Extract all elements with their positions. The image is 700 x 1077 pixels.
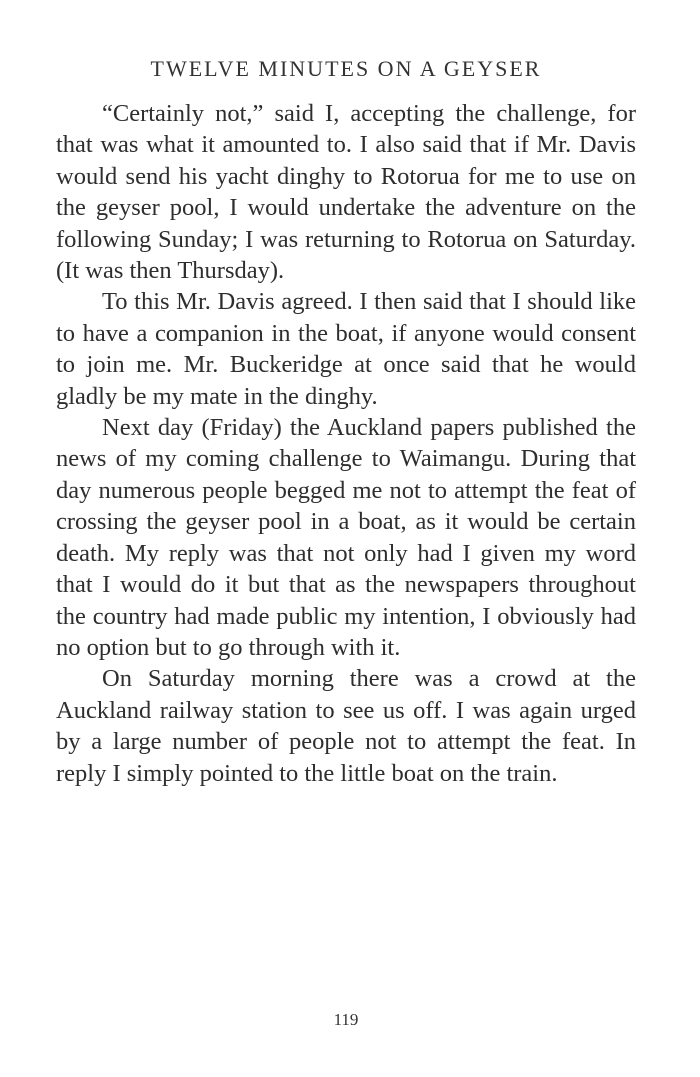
paragraph: On Saturday morning there was a crowd at the Auckland railway station to see us off. I was again urged by a large number of people not to attempt the feat. In reply I simply pointed to the little boat on the train. [56, 665, 636, 787]
paragraph: To this Mr. Davis agreed. I then said that I should like to have a companion in the boat, if anyone would consent to join me. Mr. Buckeridge at once said that he would gladly be my mate in the dinghy. [56, 288, 636, 410]
page-number: 119 [333, 1010, 359, 1029]
body-text [56, 98, 636, 789]
paragraph: “Certainly not,” said I, accepting the challenge, for that was what it amounted to. I also said that if Mr. Davis would send his yacht dinghy to Rotorua for me to use on the geyser pool, I would undertake the adventure on the following Sunday; I was returning to Rotorua on Saturday. (It was then Thursday). [56, 100, 636, 285]
running-head: TWELVE MINUTES ON A GEYSER [150, 56, 542, 81]
paragraph: Next day (Friday) the Auckland papers published the news of my coming challenge to Waimangu. During that day numerous people begged me not to attempt the feat of crossing the geyser pool in a boat, as it would be certain death. My reply was that not only had I given my word that I would do it but that as the newspapers throughout the country had made public my intention, I obviously had no option but to go through with it. [56, 414, 636, 661]
